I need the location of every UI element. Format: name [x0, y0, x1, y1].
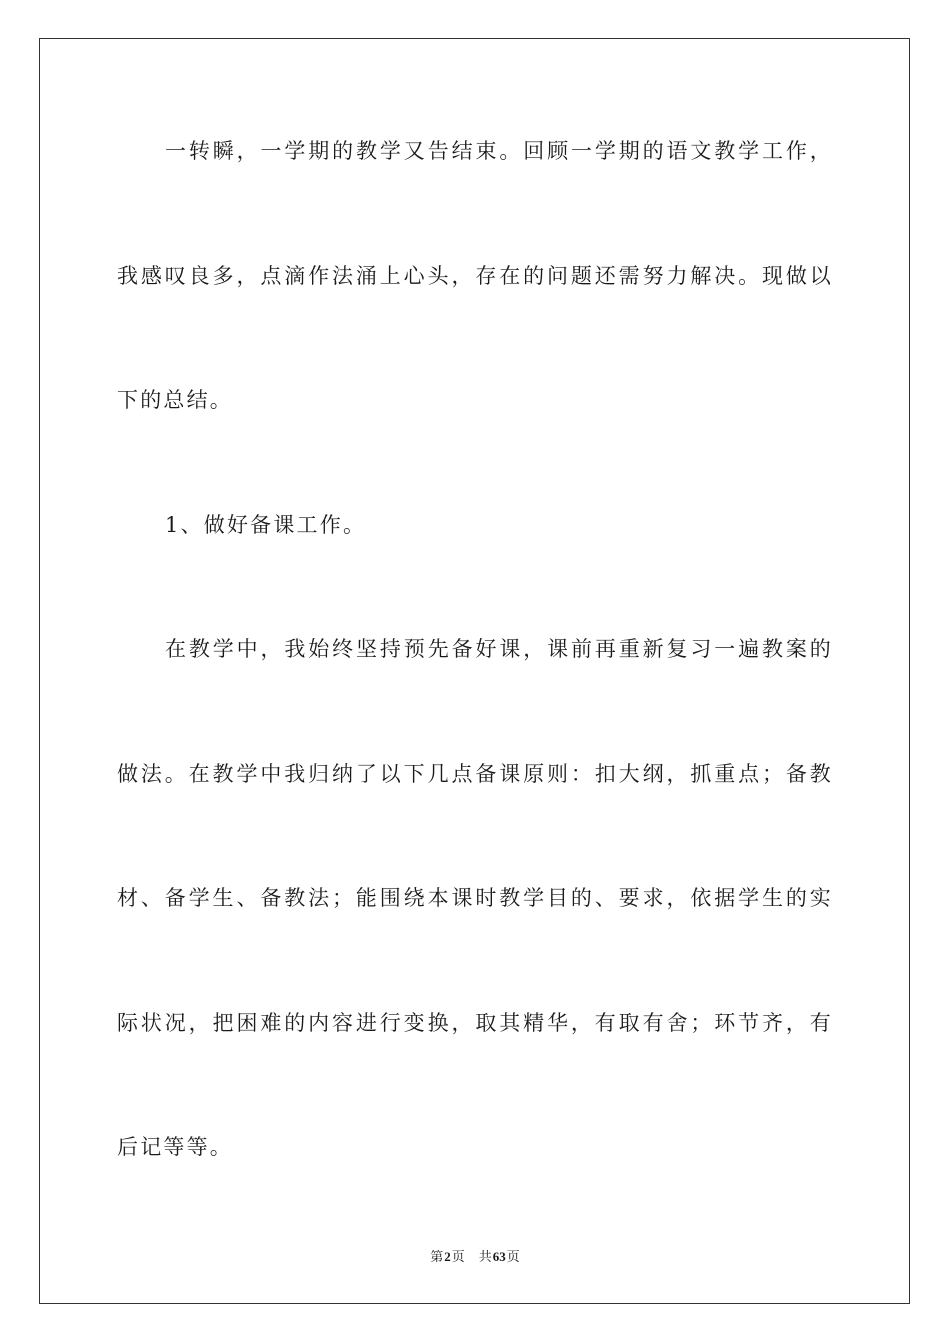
total-pages: 63 — [492, 1249, 506, 1264]
section-heading: 1、做好备课工作。 — [165, 513, 367, 537]
page-frame — [39, 38, 910, 1304]
paragraph-2-line-1: 在教学中，我始终坚持预先备好课，课前再重新复习一遍教案的 — [165, 637, 833, 661]
paragraph-1-line-2: 我感叹良多，点滴作法涌上心头，存在的问题还需努力解决。现做以 — [117, 264, 833, 288]
paragraph-1-line-3: 下的总结。 — [117, 388, 233, 412]
page-number: 2 — [444, 1249, 451, 1264]
total-suffix: 页 — [506, 1249, 520, 1264]
total-prefix: 共 — [478, 1249, 492, 1264]
page-footer — [0, 1248, 950, 1266]
paragraph-1-line-1: 一转瞬，一学期的教学又告结束。回顾一学期的语文教学工作， — [165, 139, 833, 163]
paragraph-2-line-4: 际状况，把困难的内容进行变换，取其精华，有取有舍；环节齐，有 — [117, 1011, 833, 1035]
paragraph-2-line-2: 做法。在教学中我归纳了以下几点备课原则：扣大纲，抓重点；备教 — [117, 762, 833, 786]
page-prefix: 第 — [430, 1249, 444, 1264]
paragraph-2-line-5: 后记等等。 — [117, 1135, 233, 1159]
paragraph-2-line-3: 材、备学生、备教法；能围绕本课时教学目的、要求，依据学生的实 — [117, 886, 833, 910]
page-suffix: 页 — [451, 1249, 465, 1264]
